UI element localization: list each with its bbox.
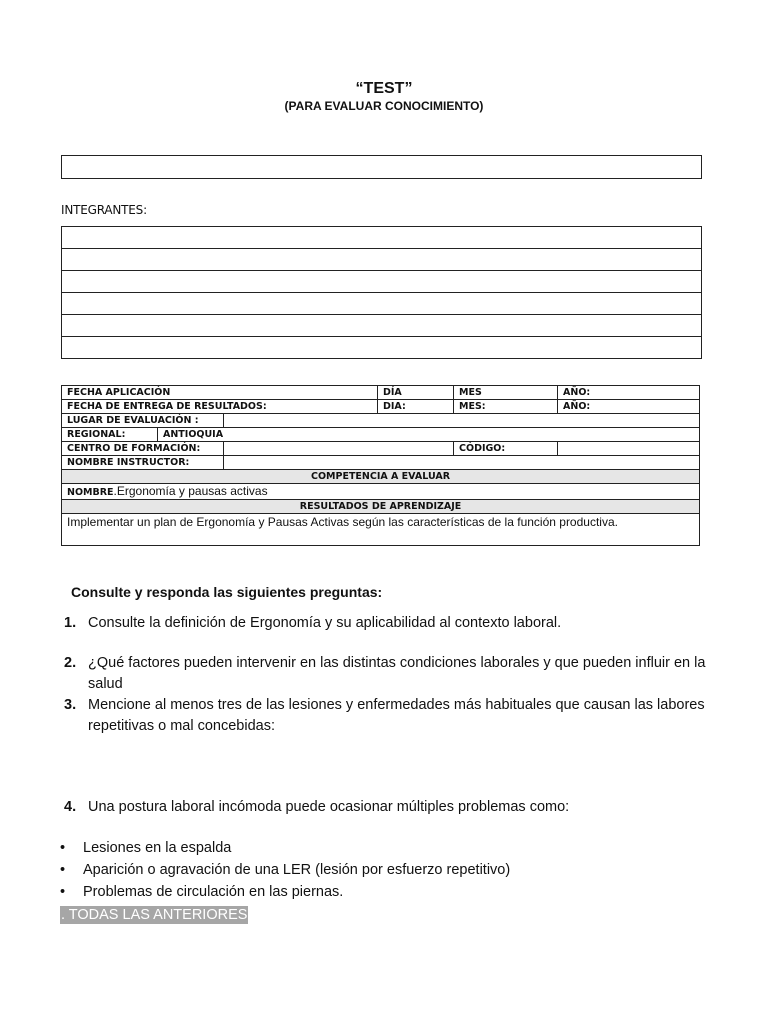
bullet-icon: •	[60, 840, 66, 856]
competencia-header: COMPETENCIA A EVALUAR	[62, 470, 700, 484]
option-item	[60, 884, 343, 900]
question-3	[64, 695, 724, 737]
option-item	[60, 840, 231, 856]
centro-formacion-field[interactable]	[224, 442, 454, 456]
member-row[interactable]	[62, 227, 702, 249]
question-1	[64, 613, 724, 634]
name-field-box[interactable]	[61, 155, 702, 179]
nombre-label: NOMBRE	[67, 486, 114, 498]
question-number: 1.	[64, 615, 77, 631]
regional-value: ANTIOQUIA	[158, 428, 700, 442]
evaluation-info-grid	[61, 385, 700, 546]
members-table	[61, 226, 702, 359]
centro-formacion-label: CENTRO DE FORMACIÓN:	[62, 442, 224, 456]
question-text: Mencione al menos tres de las lesiones y enfermedades más habituales que causan las labores repetitivas o mal concebidas:	[88, 697, 705, 734]
dia-entrega-label: DIA:	[378, 400, 454, 414]
member-row[interactable]	[62, 337, 702, 359]
mes-entrega-label: MES:	[454, 400, 558, 414]
option-text: Aparición o agravación de una LER (lesión por esfuerzo repetitivo)	[83, 862, 511, 878]
dia-label: DÍA	[378, 386, 454, 400]
document-title: “TEST”	[355, 80, 413, 97]
answer-highlight: . TODAS LAS ANTERIORES	[61, 907, 248, 923]
fecha-entrega-label: FECHA DE ENTREGA DE RESULTADOS:	[62, 400, 378, 414]
bullet-icon: •	[60, 862, 66, 878]
option-text: Problemas de circulación en las piernas.	[83, 884, 344, 900]
resultados-header: RESULTADOS DE APRENDIZAJE	[62, 500, 700, 514]
anio-label: AÑO:	[558, 386, 700, 400]
member-row[interactable]	[62, 293, 702, 315]
regional-label: REGIONAL:	[62, 428, 158, 442]
question-text: ¿Qué factores pueden intervenir en las distintas condiciones laborales y que pueden influir en la salud	[88, 655, 706, 692]
resultados-value: Implementar un plan de Ergonomía y Pausas Activas según las características de la función productiva.	[62, 514, 700, 546]
question-number: 3.	[64, 697, 77, 713]
question-text: Una postura laboral incómoda puede ocasionar múltiples problemas como:	[88, 799, 570, 815]
codigo-field[interactable]	[558, 442, 700, 456]
anio-entrega-label: AÑO:	[558, 400, 700, 414]
member-row[interactable]	[62, 249, 702, 271]
integrantes-label: INTEGRANTES:	[61, 203, 147, 217]
instructions-heading: Consulte y responda las siguientes preguntas:	[71, 584, 383, 600]
bullet-icon: •	[60, 884, 66, 900]
question-number: 2.	[64, 655, 77, 671]
question-text: Consulte la definición de Ergonomía y su aplicabilidad al contexto laboral.	[88, 615, 562, 631]
competencia-row	[62, 484, 700, 500]
nombre-instructor-label: NOMBRE INSTRUCTOR:	[62, 456, 224, 470]
question-2	[64, 653, 724, 695]
option-item	[60, 862, 510, 878]
member-row[interactable]	[62, 271, 702, 293]
question-4	[64, 797, 724, 818]
document-subtitle: (PARA EVALUAR CONOCIMIENTO)	[284, 99, 484, 113]
codigo-label: CÓDIGO:	[454, 442, 558, 456]
option-text: Lesiones en la espalda	[83, 840, 232, 856]
competencia-value: .Ergonomía y pausas activas	[113, 483, 268, 498]
fecha-aplicacion-label: FECHA APLICACIÓN	[62, 386, 378, 400]
question-number: 4.	[64, 799, 77, 815]
member-row[interactable]	[62, 315, 702, 337]
mes-label: MES	[454, 386, 558, 400]
lugar-evaluacion-label: LUGAR DE EVALUACIÓN :	[62, 414, 224, 428]
nombre-instructor-field[interactable]	[224, 456, 700, 470]
lugar-evaluacion-field[interactable]	[224, 414, 700, 428]
